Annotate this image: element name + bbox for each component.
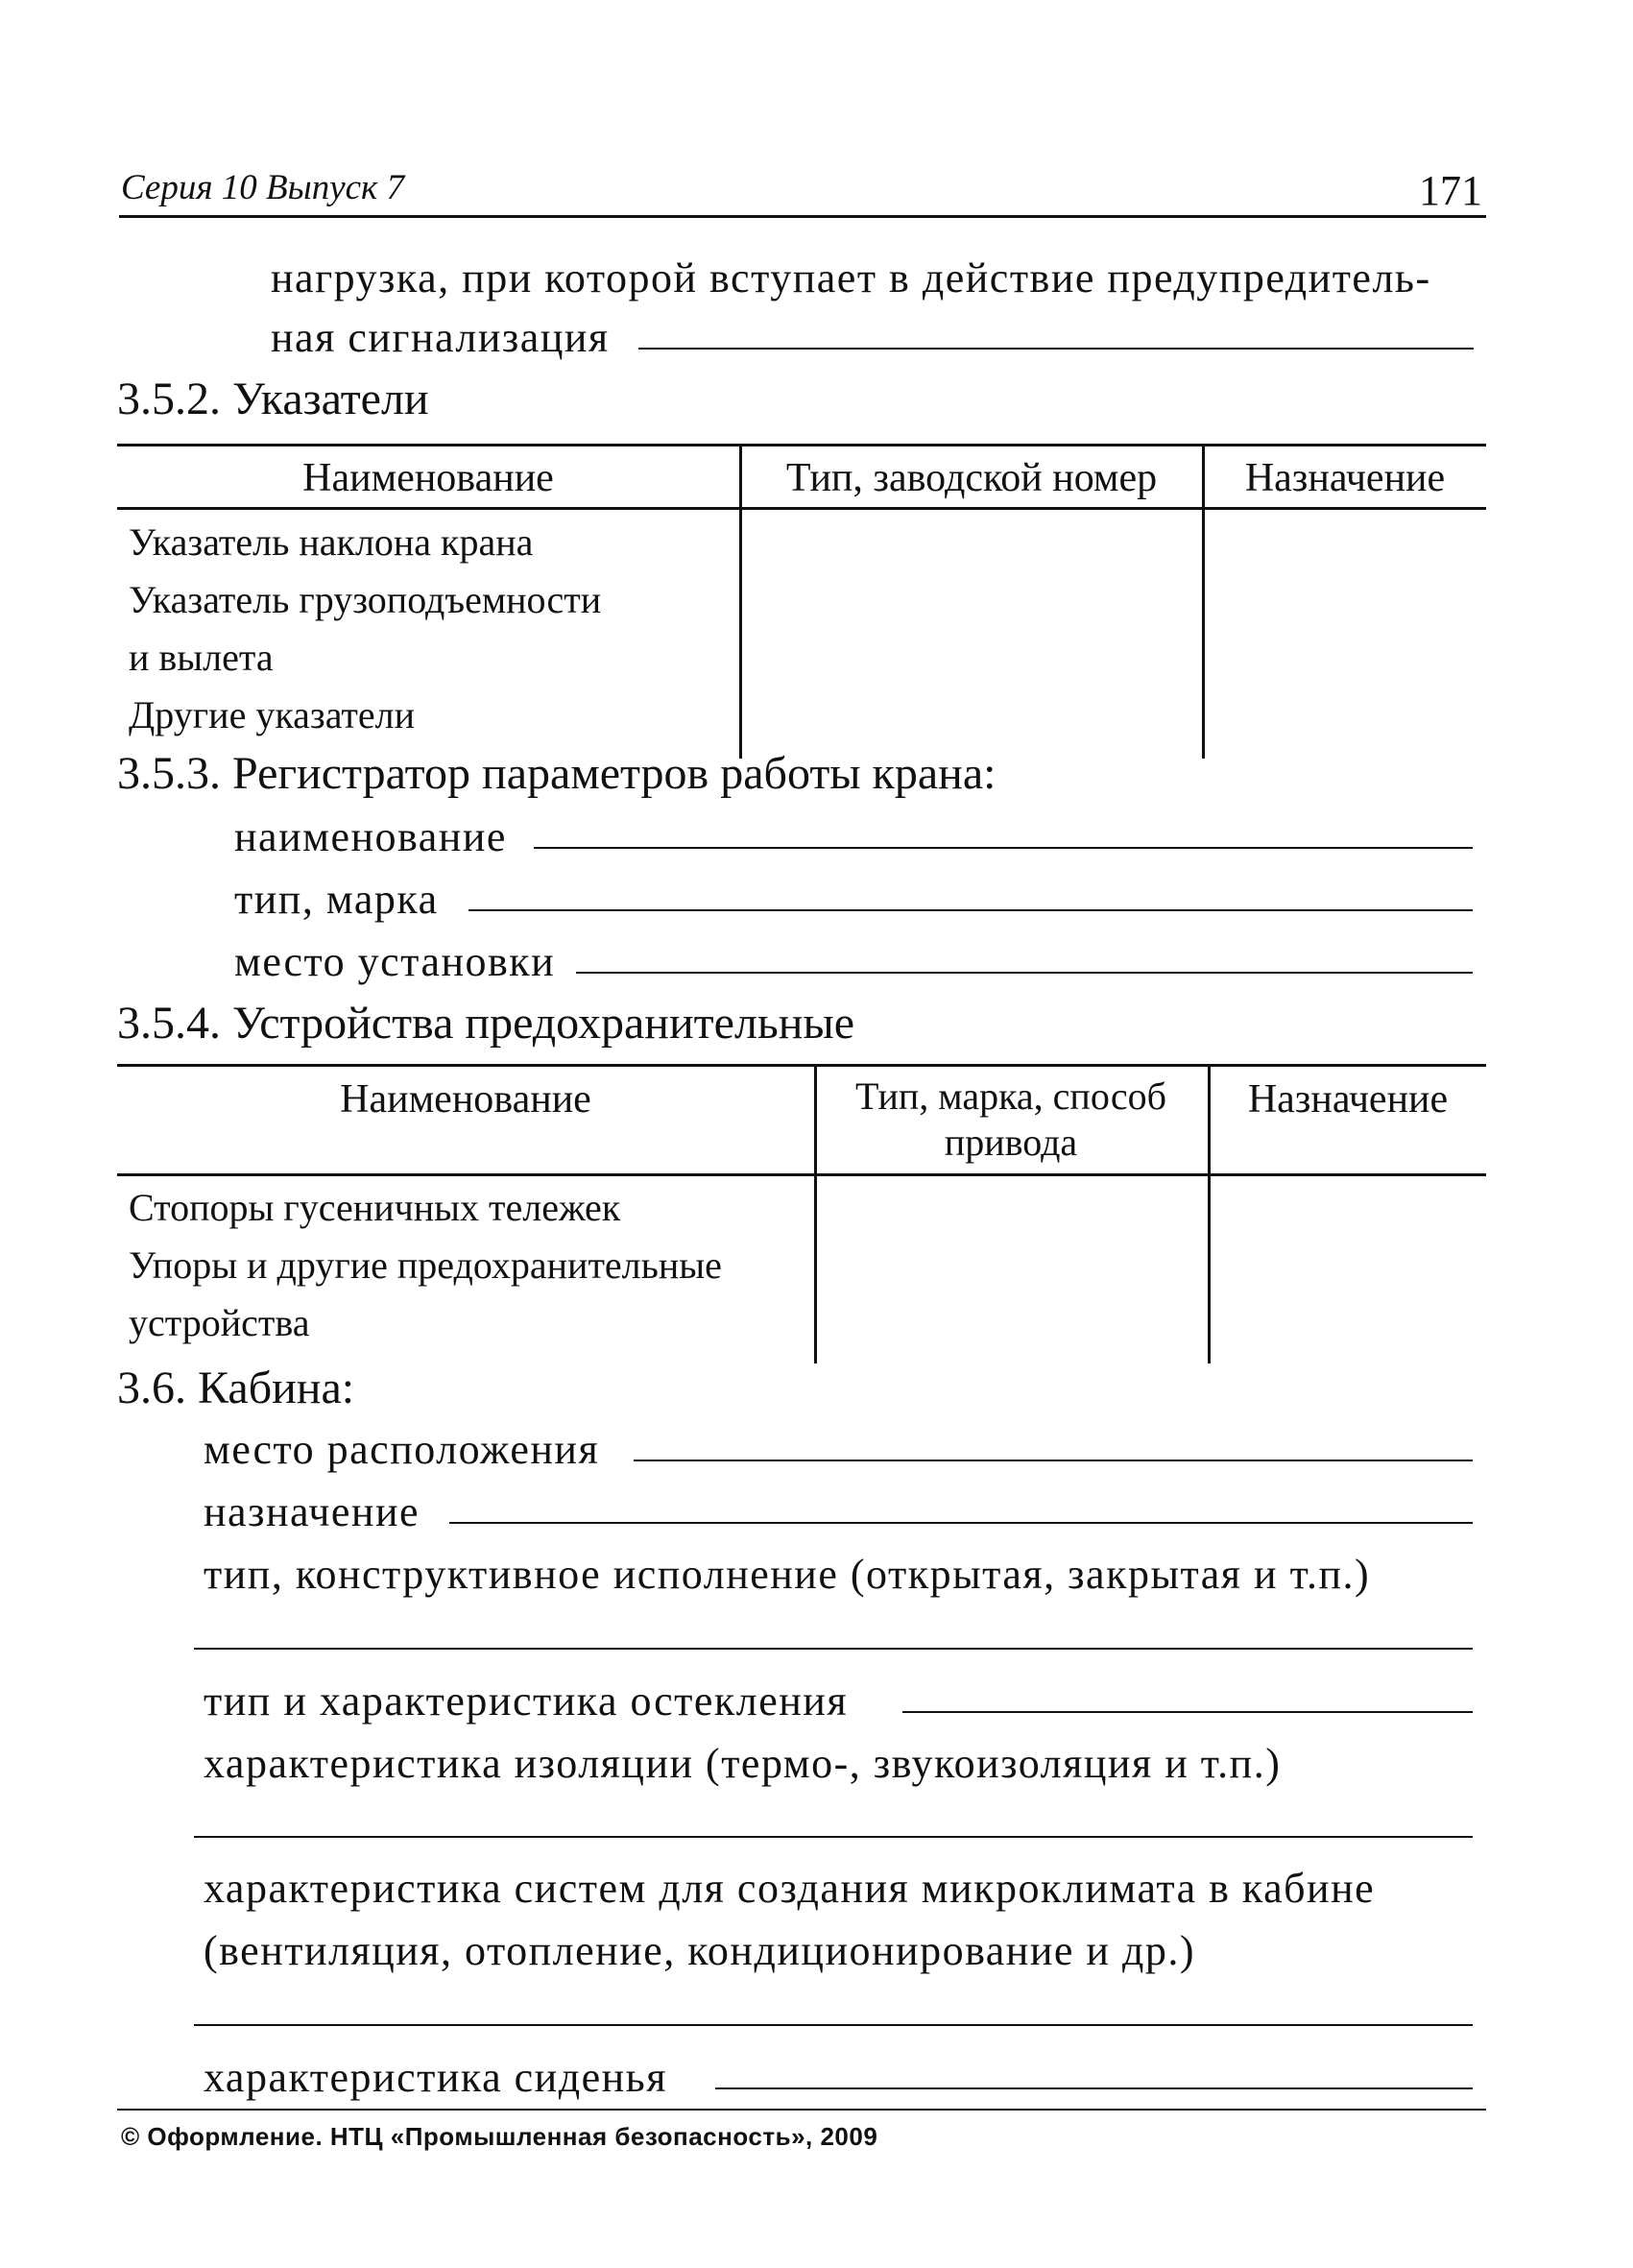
recorder-type-label: тип, марка xyxy=(234,876,439,923)
col-header-purpose: Назначение xyxy=(1247,1077,1449,1122)
cabin-climate-fill-line[interactable] xyxy=(194,2024,1473,2026)
section-3-5-4-heading: 3.5.4. Устройства предохранительные xyxy=(117,998,855,1049)
cabin-glazing-fill-line[interactable] xyxy=(902,1711,1473,1713)
col-header-type-drive: Тип, марка, способ привода xyxy=(855,1074,1166,1164)
recorder-name-fill-line[interactable] xyxy=(534,847,1473,849)
footer-copyright: © Оформление. НТЦ «Промышленная безопасность», 2009 xyxy=(121,2122,878,2151)
header-rule xyxy=(119,215,1486,218)
table-row: Указатель грузоподъемности xyxy=(129,578,602,621)
cabin-location-label: место расположения xyxy=(204,1426,600,1473)
cabin-type-fill-line[interactable] xyxy=(194,1648,1473,1650)
table-row: Упоры и другие предохранительные xyxy=(129,1243,722,1287)
alarm-load-fill-line[interactable] xyxy=(638,348,1474,350)
section-3-5-3-heading: 3.5.3. Регистратор параметров работы крана: xyxy=(117,748,997,799)
cabin-purpose-label: назначение xyxy=(204,1488,420,1535)
cabin-seat-fill-line[interactable] xyxy=(715,2087,1473,2089)
cabin-insulation-label: характеристика изоляции (термо-, звукоизоляция и т.п.) xyxy=(204,1740,1282,1787)
cabin-insulation-fill-line[interactable] xyxy=(194,1836,1473,1838)
table-col-divider-1 xyxy=(814,1064,817,1363)
cabin-climate-label-2: (вентиляция, отопление, кондиционирование и др.) xyxy=(204,1927,1196,1974)
cabin-seat-label: характеристика сиденья xyxy=(204,2054,667,2101)
col-header-name: Наименование xyxy=(302,456,554,500)
cabin-type-label: тип, конструктивное исполнение (открытая, закрытая и т.п.) xyxy=(204,1551,1371,1598)
section-3-6-heading: 3.6. Кабина: xyxy=(117,1363,355,1413)
series-label: Серия 10 Выпуск 7 xyxy=(121,168,405,207)
table-top-rule xyxy=(117,444,1486,446)
table-header-rule xyxy=(117,507,1486,510)
cabin-glazing-label: тип и характеристика остекления xyxy=(204,1677,849,1725)
recorder-type-fill-line[interactable] xyxy=(468,909,1473,911)
table-header-rule xyxy=(117,1173,1486,1176)
table-row: Указатель наклона крана xyxy=(129,520,534,564)
section-3-5-2-heading: 3.5.2. Указатели xyxy=(117,374,429,424)
cabin-location-fill-line[interactable] xyxy=(634,1460,1473,1461)
intro-line-2: ная сигнализация xyxy=(271,314,610,361)
recorder-location-label: место установки xyxy=(234,938,556,985)
table-top-rule xyxy=(117,1064,1486,1067)
table-row: устройства xyxy=(129,1301,310,1344)
recorder-location-fill-line[interactable] xyxy=(576,972,1473,974)
cabin-purpose-fill-line[interactable] xyxy=(449,1522,1473,1524)
table-row: Другие указатели xyxy=(129,693,416,736)
recorder-name-label: наименование xyxy=(234,813,507,860)
cabin-climate-label-1: характеристика систем для создания микроклимата в кабине xyxy=(204,1865,1376,1912)
table-row: Стопоры гусеничных тележек xyxy=(129,1186,621,1229)
col-header-type-serial: Тип, заводской номер xyxy=(785,456,1158,500)
col-header-name: Наименование xyxy=(340,1077,591,1122)
footer-rule xyxy=(117,2109,1486,2111)
table-row: и вылета xyxy=(129,636,274,679)
intro-line-1: нагрузка, при которой вступает в действие предупредитель- xyxy=(271,254,1431,302)
page-number: 171 xyxy=(1419,167,1482,214)
col-header-purpose: Назначение xyxy=(1244,456,1446,500)
